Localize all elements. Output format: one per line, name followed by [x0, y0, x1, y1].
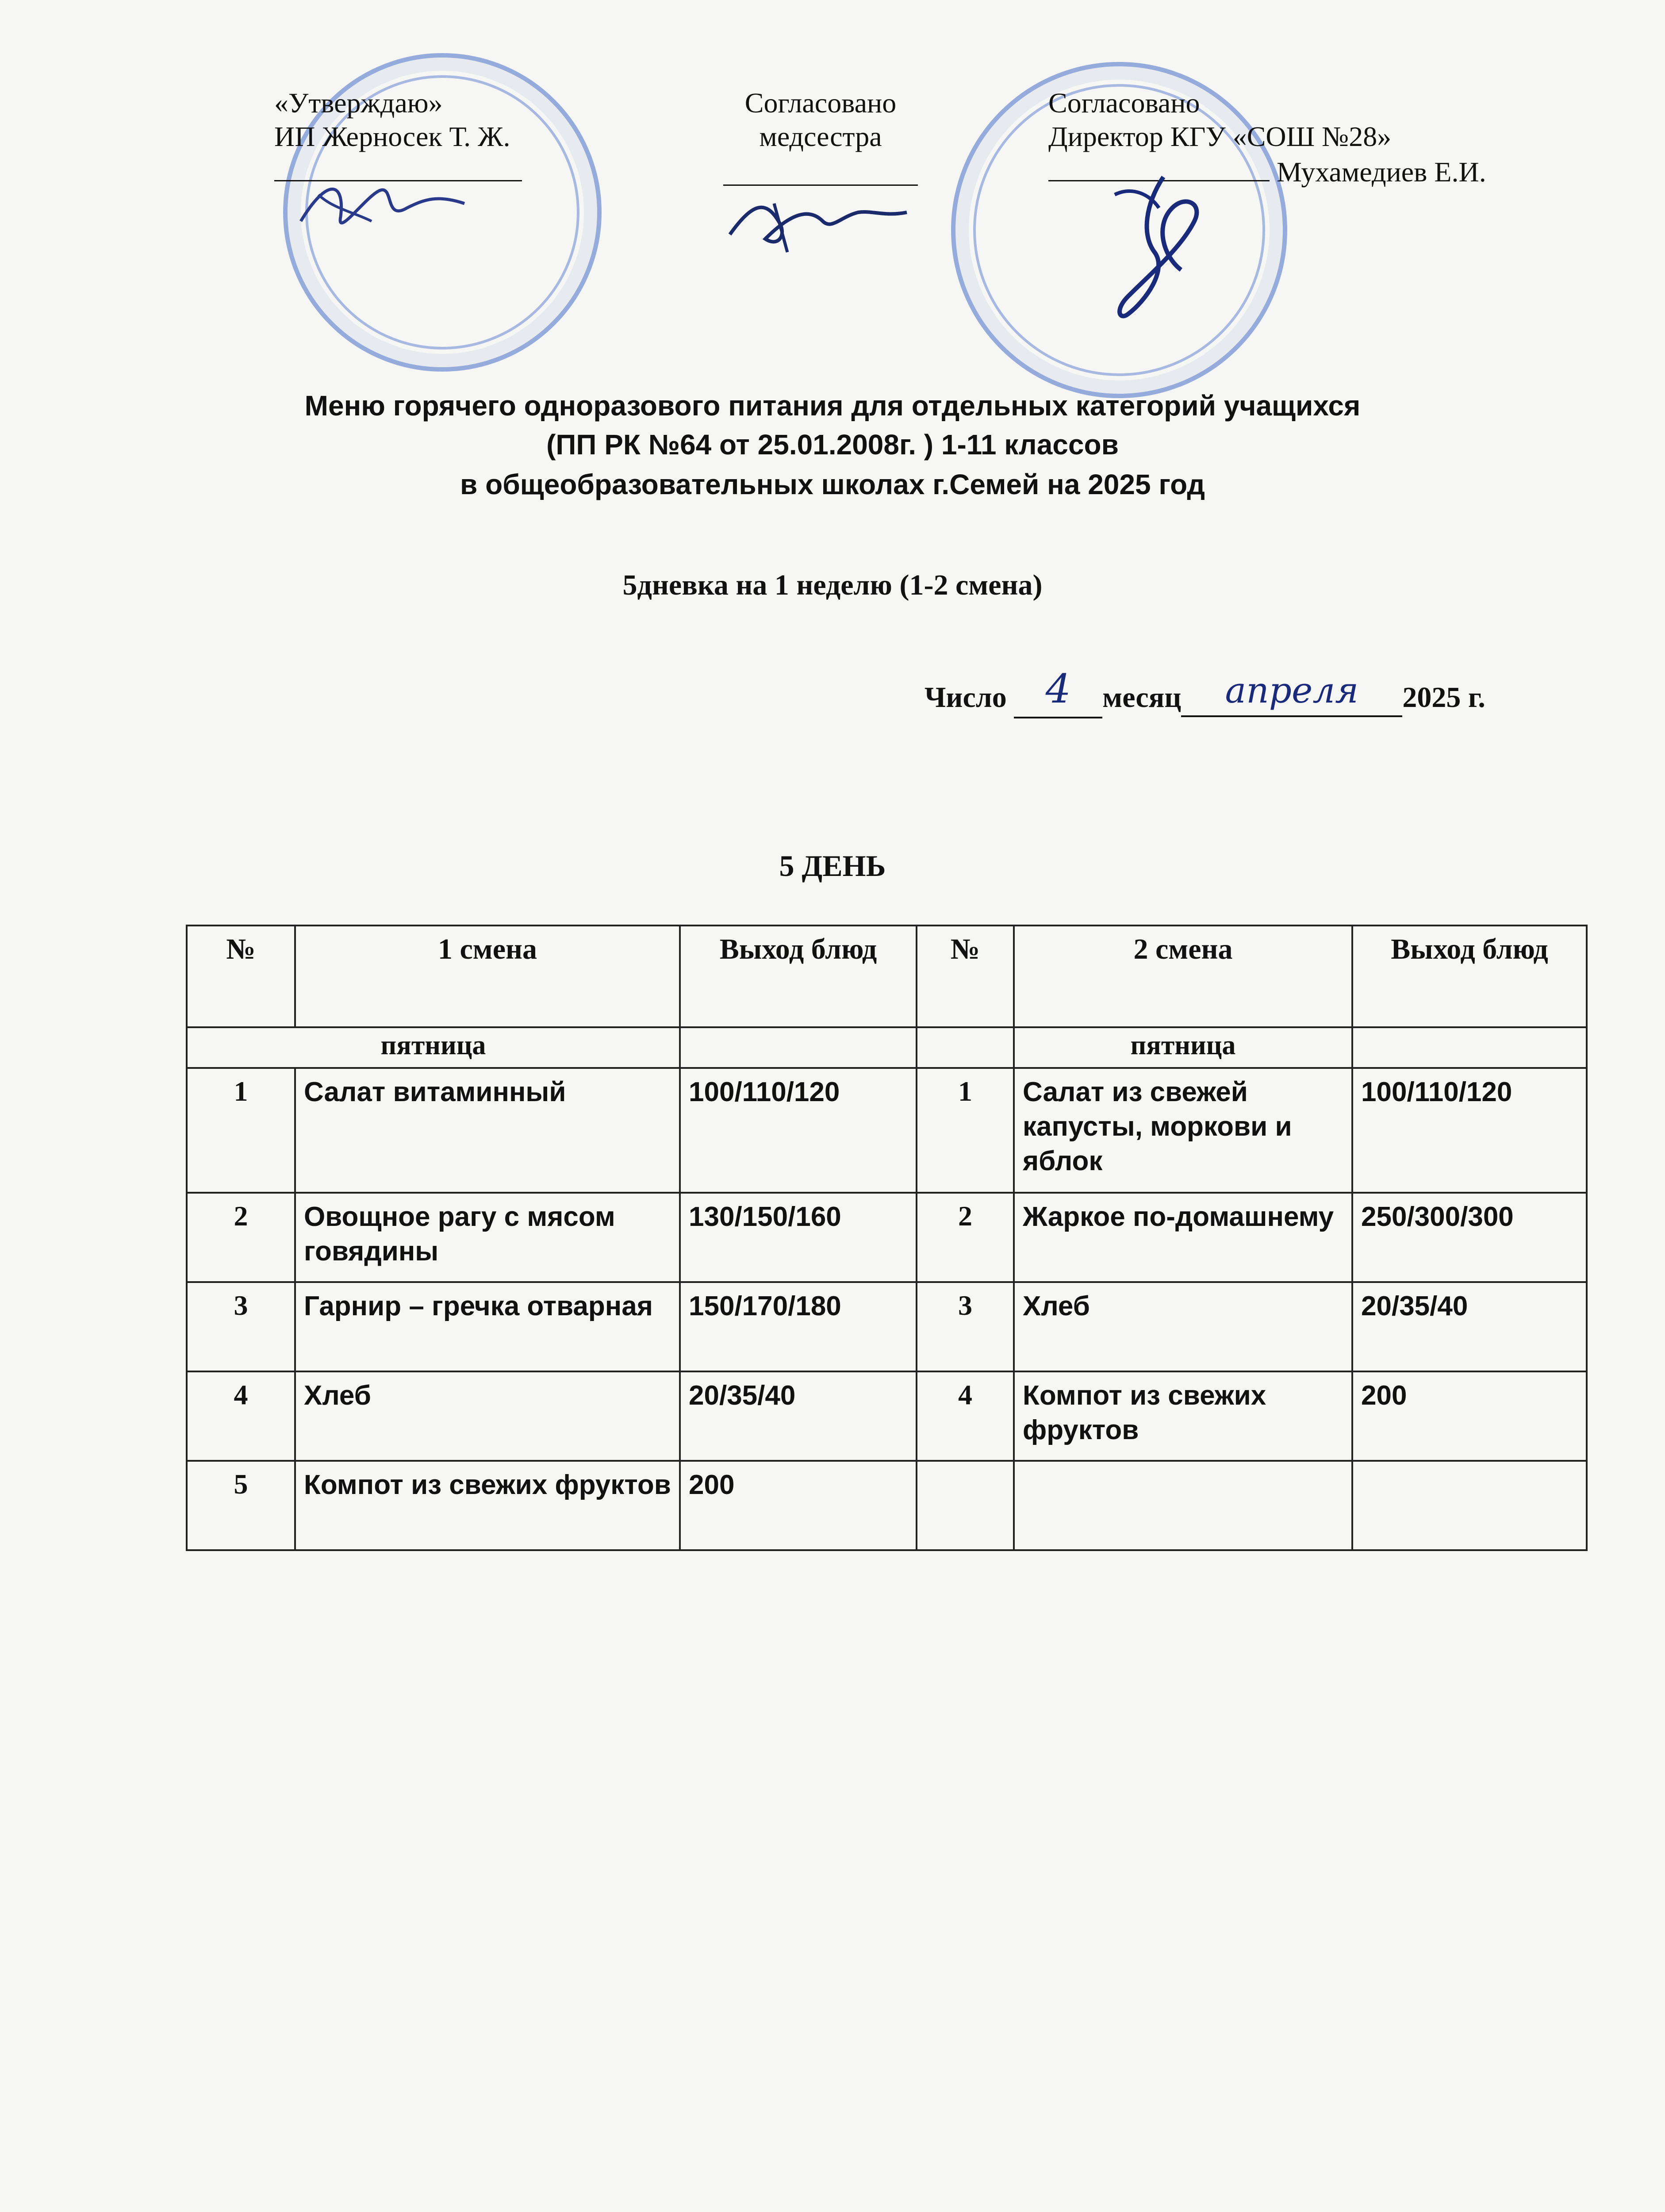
yield-shift-2: 20/35/40	[1352, 1282, 1587, 1371]
approval-right-position: Директор КГУ «СОШ №28»	[1048, 121, 1392, 152]
table-row	[187, 1282, 1587, 1371]
row-number-shift-1: 5	[187, 1461, 295, 1550]
header-shift-2: 2 смена	[1014, 926, 1352, 1027]
dish-shift-1: Салат витаминный	[295, 1068, 680, 1193]
approval-middle-role: медсестра	[759, 121, 882, 152]
dish-shift-2: Салат из свежей капусты, моркови и яблок	[1014, 1068, 1352, 1193]
menu-title-line-2: (ПП РК №64 от 25.01.2008г. ) 1-11 классов	[546, 429, 1119, 461]
day-title: 5 ДЕНЬ	[779, 849, 886, 883]
dish-shift-2: Хлеб	[1014, 1282, 1352, 1371]
header-num-shift-1: №	[187, 926, 295, 1027]
menu-title-line-1: Меню горячего одноразового питания для отдельных категорий учащихся	[304, 390, 1361, 422]
menu-title-line-3: в общеобразовательных школах г.Семей на 2025 год	[460, 469, 1205, 500]
approval-middle-heading: Согласовано	[744, 87, 897, 119]
row-number-shift-1: 3	[187, 1282, 295, 1371]
dish-shift-1: Гарнир – гречка отварная	[295, 1282, 680, 1371]
signature-middle	[725, 186, 911, 257]
header-num-shift-2: №	[917, 926, 1014, 1027]
approval-left-signer: ИП Жерносек Т. Ж.	[274, 121, 510, 152]
dish-shift-1: Овощное рагу с мясом говядины	[295, 1193, 680, 1282]
menu-table	[186, 925, 1588, 1551]
signature-left	[292, 168, 478, 243]
yield-shift-2: 100/110/120	[1352, 1068, 1587, 1193]
dish-shift-2: Компот из свежих фруктов	[1014, 1371, 1352, 1461]
table-row	[187, 1461, 1587, 1550]
month-field	[1181, 670, 1402, 717]
header-shift-1: 1 смена	[295, 926, 680, 1027]
month-label: месяц	[1102, 681, 1182, 714]
day-field	[1014, 666, 1102, 718]
row-number-shift-2: 4	[917, 1371, 1014, 1461]
month-value: апреля	[1225, 670, 1359, 711]
day-label: Число	[925, 681, 1007, 714]
table-row	[187, 1068, 1587, 1193]
signature-line-middle	[723, 154, 918, 186]
signature-right	[1079, 168, 1247, 336]
yield-shift-1: 130/150/160	[680, 1193, 917, 1282]
row-number-shift-1: 4	[187, 1371, 295, 1461]
yield-shift-1: 200	[680, 1461, 917, 1550]
yield-shift-2: 250/300/300	[1352, 1193, 1587, 1282]
yield-shift-2	[1352, 1461, 1587, 1550]
weekday-empty-3	[1352, 1027, 1587, 1068]
approval-left-heading: «Утверждаю»	[274, 87, 443, 119]
row-number-shift-2: 2	[917, 1193, 1014, 1282]
weekday-row	[187, 1027, 1587, 1068]
header-yield-shift-2: Выход блюд	[1352, 926, 1587, 1027]
approval-block-middle	[703, 86, 938, 193]
dish-shift-1: Компот из свежих фруктов	[295, 1461, 680, 1550]
row-number-shift-2: 1	[917, 1068, 1014, 1193]
yield-shift-1: 20/35/40	[680, 1371, 917, 1461]
dish-shift-1: Хлеб	[295, 1371, 680, 1461]
row-number-shift-1: 1	[187, 1068, 295, 1193]
director-name: Мухамедиев Е.И.	[1277, 156, 1486, 188]
weekday-shift-1: пятница	[187, 1027, 680, 1068]
approval-right-heading: Согласовано	[1048, 87, 1200, 119]
table-row	[187, 1371, 1587, 1461]
row-number-shift-2: 3	[917, 1282, 1014, 1371]
week-plan-line: 5дневка на 1 неделю (1-2 смена)	[622, 569, 1043, 601]
dish-shift-2: Жаркое по-домашнему	[1014, 1193, 1352, 1282]
yield-shift-1: 150/170/180	[680, 1282, 917, 1371]
header-yield-shift-1: Выход блюд	[680, 926, 917, 1027]
date-line	[925, 666, 1485, 718]
day-value: 4	[1045, 666, 1071, 712]
yield-shift-1: 100/110/120	[680, 1068, 917, 1193]
weekday-empty-2	[917, 1027, 1014, 1068]
row-number-shift-2	[917, 1461, 1014, 1550]
table-header-row	[187, 926, 1587, 1027]
yield-shift-2: 200	[1352, 1371, 1587, 1461]
table-row	[187, 1193, 1587, 1282]
weekday-shift-2: пятница	[1014, 1027, 1352, 1068]
dish-shift-2	[1014, 1461, 1352, 1550]
year-text: 2025 г.	[1402, 681, 1485, 714]
weekday-empty-1	[680, 1027, 917, 1068]
row-number-shift-1: 2	[187, 1193, 295, 1282]
